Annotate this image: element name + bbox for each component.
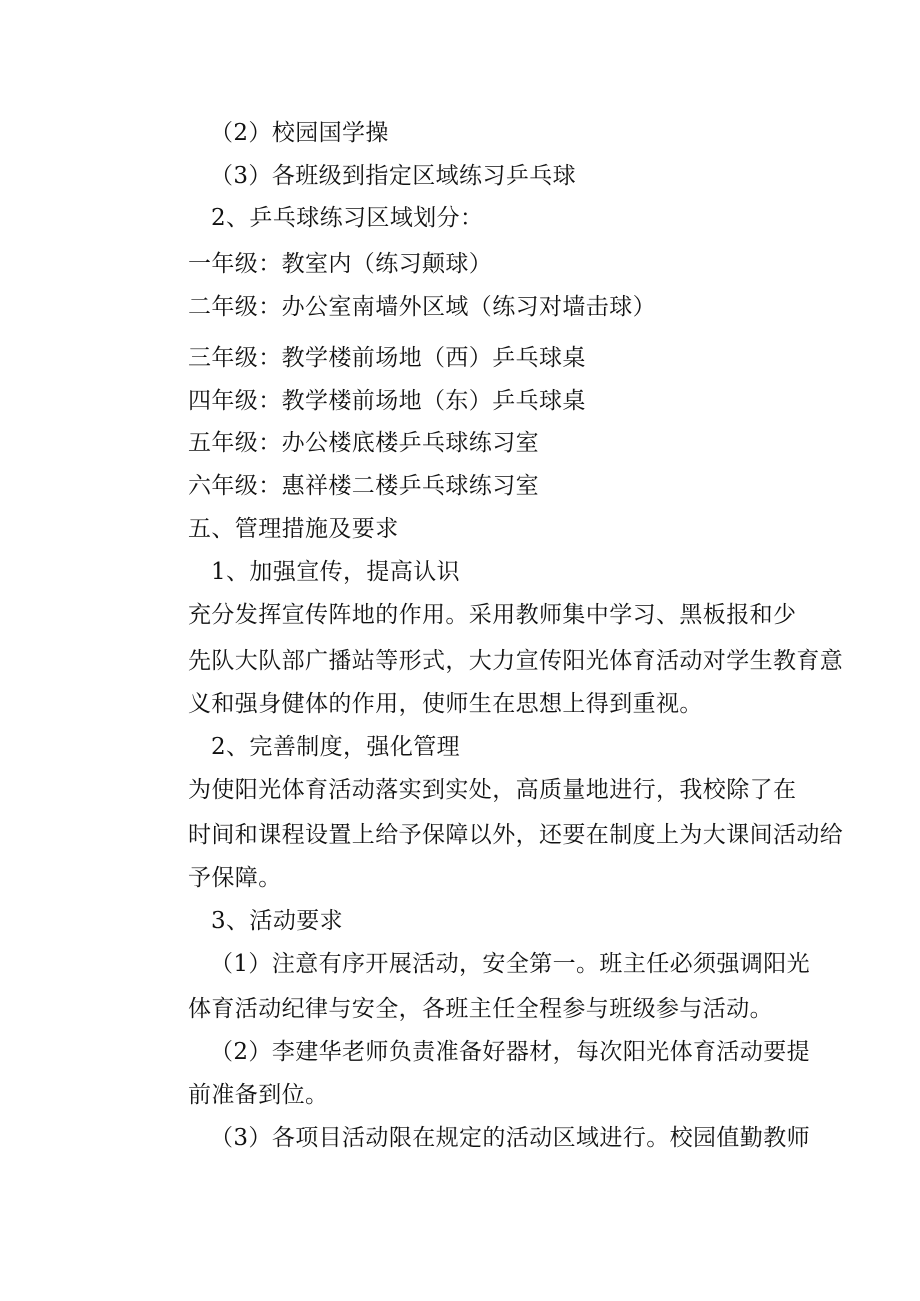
text-line-grade-5: 五年级：办公楼底楼乒乓球练习室 xyxy=(188,430,539,456)
requirement-3-line-1: （3）各项目活动限在规定的活动区域进行。校园值勤教师 xyxy=(210,1125,811,1151)
paragraph-line-6: 予保障。 xyxy=(188,865,282,891)
requirement-2-line-2: 前准备到位。 xyxy=(188,1082,329,1108)
subheading-activity-requirements: 3、活动要求 xyxy=(211,908,344,934)
text-line-item-2: （2）校园国学操 xyxy=(210,120,389,146)
requirement-2-line-1: （2）李建华老师负责准备好器材，每次阳光体育活动要提 xyxy=(210,1039,811,1065)
text-line-grade-2: 二年级：办公室南墙外区域（练习对墙击球） xyxy=(188,294,656,320)
paragraph-line-3: 义和强身健体的作用，使师生在思想上得到重视。 xyxy=(188,691,703,717)
text-line-grade-3: 三年级：教学楼前场地（西）乒乓球桌 xyxy=(188,345,586,371)
paragraph-line-2: 先队大队部广播站等形式，大力宣传阳光体育活动对学生教育意 xyxy=(188,648,844,674)
section-heading-table-tennis-areas: 2、乒乓球练习区域划分： xyxy=(211,205,484,231)
text-line-grade-1: 一年级：教室内（练习颠球） xyxy=(188,251,493,277)
section-heading-management: 五、管理措施及要求 xyxy=(188,516,399,542)
requirement-1-line-1: （1）注意有序开展活动，安全第一。班主任必须强调阳光 xyxy=(210,951,811,977)
subheading-publicity: 1、加强宣传，提高认识 xyxy=(211,559,461,585)
requirement-1-line-2: 体育活动纪律与安全，各班主任全程参与班级参与活动。 xyxy=(188,996,773,1022)
text-line-item-3: （3）各班级到指定区域练习乒乓球 xyxy=(210,163,577,189)
text-line-grade-6: 六年级：惠祥楼二楼乒乓球练习室 xyxy=(188,473,539,499)
paragraph-line-1: 充分发挥宣传阵地的作用。采用教师集中学习、黑板报和少 xyxy=(188,602,797,628)
paragraph-line-5: 时间和课程设置上给予保障以外，还要在制度上为大课间活动给 xyxy=(188,822,844,848)
subheading-system: 2、完善制度，强化管理 xyxy=(211,734,461,760)
paragraph-line-4: 为使阳光体育活动落实到实处，高质量地进行，我校除了在 xyxy=(188,777,797,803)
text-line-grade-4: 四年级：教学楼前场地（东）乒乓球桌 xyxy=(188,388,586,414)
